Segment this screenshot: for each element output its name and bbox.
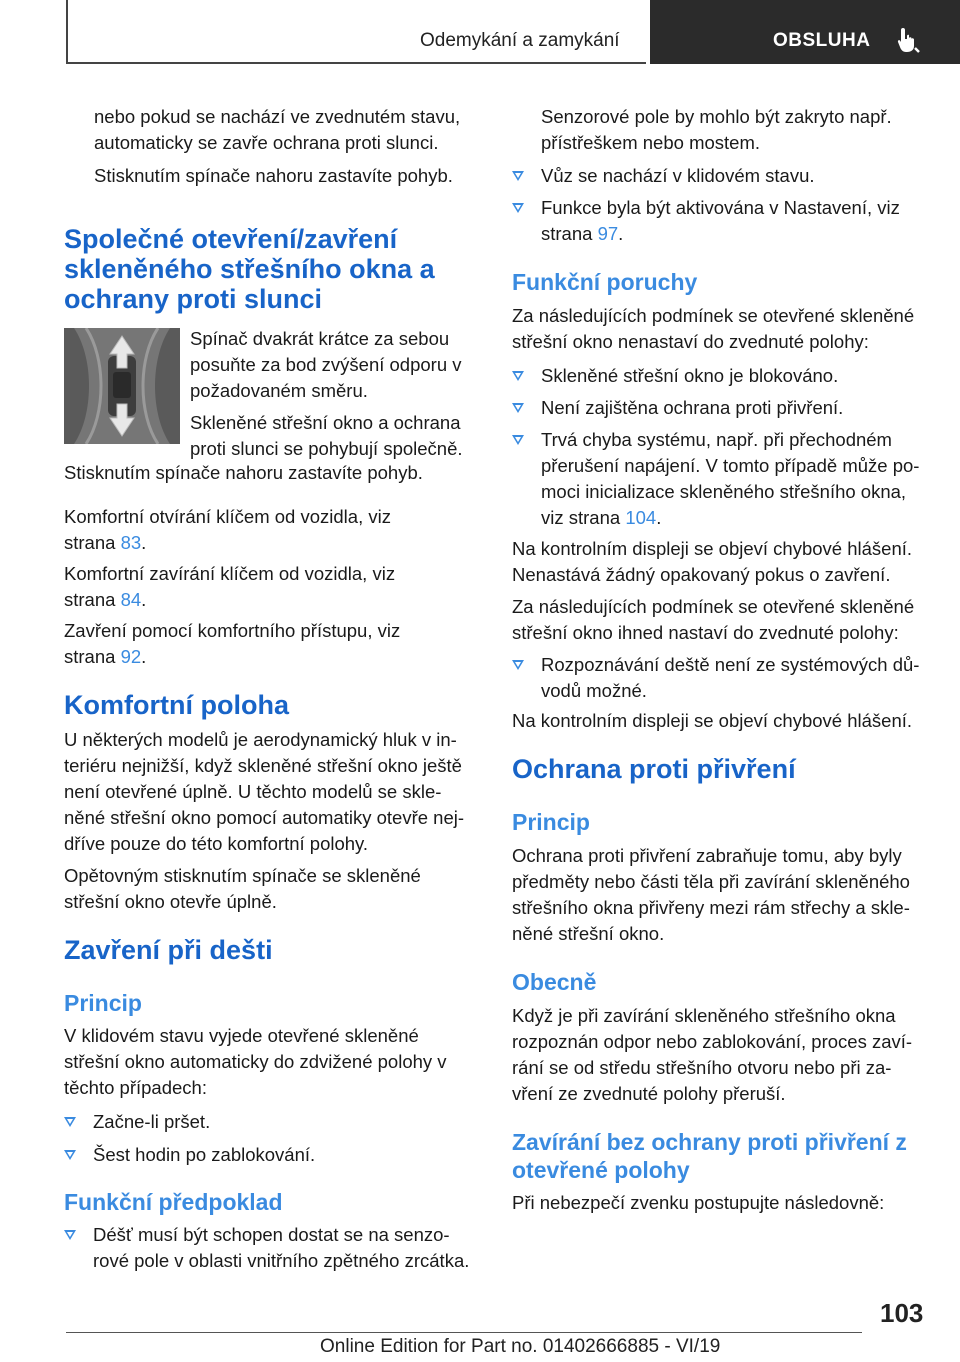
paragraph: proti slunci se pohybují společně. xyxy=(190,438,463,459)
subheading-malfunctions: Funkční poruchy xyxy=(512,269,698,295)
subheading-general: Obecně xyxy=(512,969,597,995)
paragraph: střešní okno nenastaví do zvednuté polohy: xyxy=(512,331,869,352)
bullet-triangle-icon xyxy=(512,371,524,381)
subheading-closing-without-pinch-protection: Zavírání bez ochrany proti přivření z xyxy=(512,1129,907,1155)
paragraph: přístřeškem nebo mostem. xyxy=(541,132,760,153)
paragraph: vření ze zvednuté polohy přeruší. xyxy=(512,1083,786,1104)
subheading-closing-without-pinch-protection: otevřené polohy xyxy=(512,1157,690,1183)
chapter-tab-label: OBSLUHA xyxy=(773,30,871,51)
bullet-triangle-icon xyxy=(512,171,524,181)
paragraph: Za následujících podmínek se otevřené skleněné xyxy=(512,305,915,326)
page-link-92[interactable]: 92 xyxy=(120,646,142,667)
paragraph: rové pole v oblasti vnitřního zpětného zrcátka. xyxy=(93,1250,470,1271)
paragraph: nebo pokud se nachází ve zvednutém stavu, xyxy=(94,106,461,127)
page-link-83[interactable]: 83 xyxy=(120,532,142,553)
bullet-triangle-icon xyxy=(64,1150,76,1160)
paragraph: Spínač dvakrát krátce za sebou xyxy=(190,328,450,349)
paragraph: Nenastává žádný opakovaný pokus o zavření. xyxy=(512,564,891,585)
paragraph: těchto případech: xyxy=(64,1077,207,1098)
paragraph: dříve pouze do této komfortní polohy. xyxy=(64,833,369,854)
bullet-triangle-icon xyxy=(64,1117,76,1127)
paragraph: teriéru nejnižší, když skleněné střešní okno ještě xyxy=(64,755,462,776)
paragraph: vodů možné. xyxy=(541,680,647,701)
page-link-104[interactable]: 104 xyxy=(625,507,657,528)
paragraph: automaticky se zavře ochrana proti slunci. xyxy=(94,132,439,153)
footer-rule xyxy=(66,1332,862,1333)
paragraph: Na kontrolním displeji se objeví chybové hlášení. xyxy=(512,538,913,559)
cross-reference: strana 83. xyxy=(64,532,147,553)
paragraph: není otevřené úplně. U těchto modelů se skle- xyxy=(64,781,442,802)
subheading-principle: Princip xyxy=(512,809,590,835)
paragraph: Opětovným stisknutím spínače se skleněné xyxy=(64,865,421,886)
paragraph: U některých modelů je aerodynamický hluk v in- xyxy=(64,729,457,750)
roof-switch-image xyxy=(64,328,180,444)
heading-joint-open-close: skleněného střešního okna a xyxy=(64,254,435,284)
pointing-hand-icon xyxy=(895,26,921,54)
footer-edition: Online Edition for Part no. 01402666885 - VI/19 xyxy=(320,1336,721,1357)
paragraph: předměty nebo části těla při zavírání skleněného xyxy=(512,871,910,892)
paragraph: Skleněné střešní okno a ochrana xyxy=(190,412,461,433)
section-title: Odemykání a zamykání xyxy=(420,30,620,51)
cross-reference: strana 84. xyxy=(64,589,147,610)
paragraph: V klidovém stavu vyjede otevřené skleněné xyxy=(64,1025,419,1046)
bullet-triangle-icon xyxy=(64,1230,76,1240)
bullet-triangle-icon xyxy=(512,660,524,670)
paragraph: něné střešní okno pomocí automatiky otevře nej- xyxy=(64,807,465,828)
heading-joint-open-close: ochrany proti slunci xyxy=(64,284,323,314)
paragraph: Když je při zavírání skleněného střešního okna xyxy=(512,1005,896,1026)
cross-reference: strana 92. xyxy=(64,646,147,667)
paragraph: Na kontrolním displeji se objeví chybové hlášení. xyxy=(512,710,913,731)
paragraph: Za následujících podmínek se otevřené skleněné xyxy=(512,596,915,617)
paragraph: něné střešní okno. xyxy=(512,923,665,944)
bullet-triangle-icon xyxy=(512,203,524,213)
bullet-triangle-icon xyxy=(512,403,524,413)
heading-close-in-rain: Zavření při dešti xyxy=(64,935,273,965)
bullet-triangle-icon xyxy=(512,435,524,445)
header-rule-bottom xyxy=(66,62,646,64)
paragraph: střešní okno otevře úplně. xyxy=(64,891,277,912)
cross-reference: viz strana 104. xyxy=(541,507,662,528)
page-link-84[interactable]: 84 xyxy=(120,589,142,610)
page-number: 103 xyxy=(880,1298,924,1328)
roof-switch-illustration xyxy=(64,328,180,444)
paragraph: Při nebezpečí zvenku postupujte následovně: xyxy=(512,1192,885,1213)
paragraph: Stisknutím spínače nahoru zastavíte pohyb. xyxy=(64,462,423,483)
paragraph: Senzorové pole by mohlo být zakryto např. xyxy=(541,106,892,127)
heading-comfort-position: Komfortní poloha xyxy=(64,690,289,720)
paragraph: moci inicializace skleněného střešního okna, xyxy=(541,481,907,502)
page-link-97[interactable]: 97 xyxy=(597,223,619,244)
subheading-principle: Princip xyxy=(64,990,142,1016)
paragraph: Komfortní zavírání klíčem od vozidla, viz xyxy=(64,563,396,584)
paragraph: Ochrana proti přivření zabraňuje tomu, aby byly xyxy=(512,845,902,866)
paragraph: střešního okna přivřeny mezi rám střechy a skle- xyxy=(512,897,910,918)
paragraph: rání se od středu střešního otvoru nebo při za- xyxy=(512,1057,892,1078)
paragraph: Komfortní otvírání klíčem od vozidla, viz xyxy=(64,506,391,527)
paragraph: Zavření pomocí komfortního přístupu, viz xyxy=(64,620,401,641)
header-rule-left xyxy=(66,0,68,64)
cross-reference: strana 97. xyxy=(541,223,624,244)
paragraph: Stisknutím spínače nahoru zastavíte pohyb. xyxy=(94,165,453,186)
paragraph: rozpoznán odpor nebo zablokování, proces zaví- xyxy=(512,1031,913,1052)
paragraph: posuňte za bod zvýšení odporu v xyxy=(190,354,462,375)
heading-joint-open-close: Společné otevření/zavření xyxy=(64,224,398,254)
heading-pinch-protection: Ochrana proti přivření xyxy=(512,754,796,784)
subheading-function-requirement: Funkční předpoklad xyxy=(64,1189,283,1215)
paragraph: střešní okno ihned nastaví do zvednuté polohy: xyxy=(512,622,899,643)
paragraph: střešní okno automaticky do zdvižené polohy v xyxy=(64,1051,447,1072)
paragraph: přerušení napájení. V tomto případě může po- xyxy=(541,455,920,476)
paragraph: požadovaném směru. xyxy=(190,380,368,401)
